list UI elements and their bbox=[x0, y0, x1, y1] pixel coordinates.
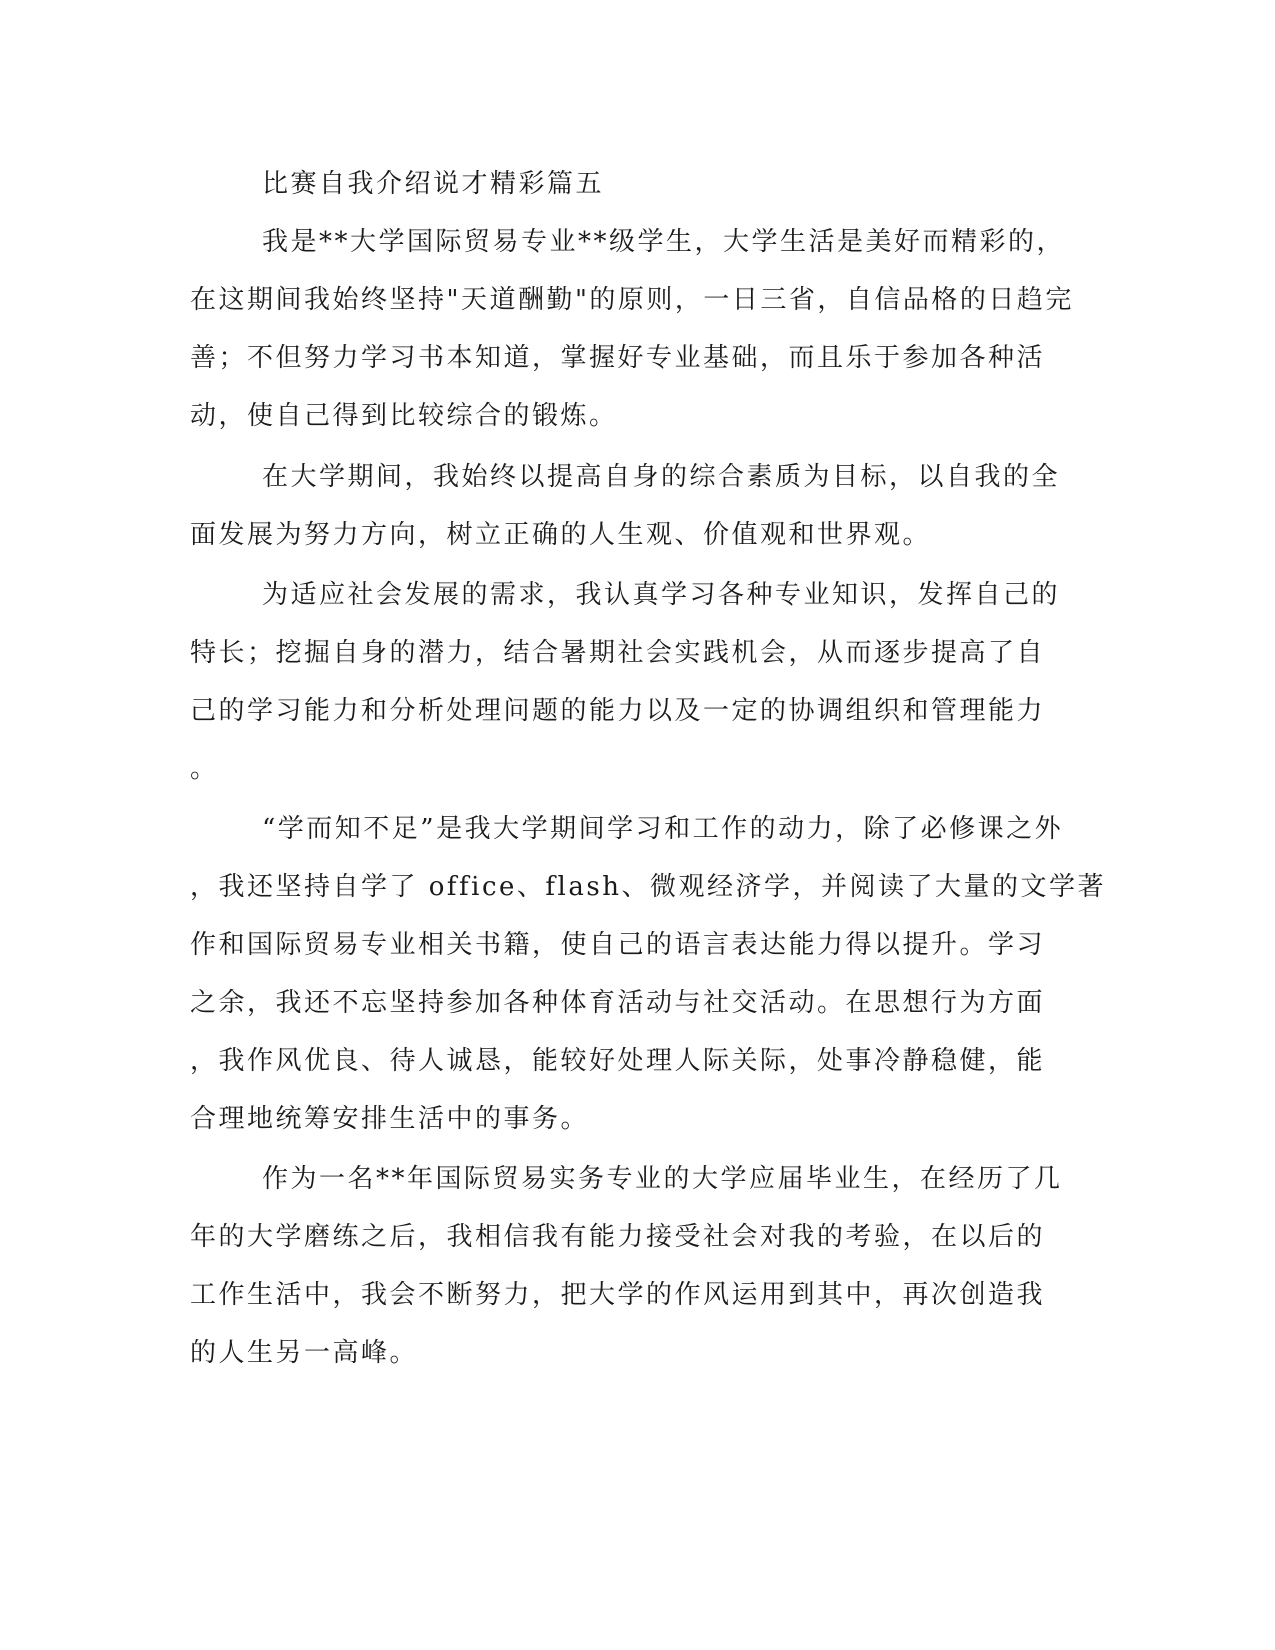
paragraph-line: 面发展为努力方向，树立正确的人生观、价值观和世界观。 bbox=[190, 520, 932, 550]
paragraph-line: 在大学期间，我始终以提高自身的综合素质为目标，以自我的全 bbox=[262, 462, 1061, 492]
paragraph-line: 年的大学磨练之后，我相信我有能力接受社会对我的考验，在以后的 bbox=[190, 1222, 1046, 1252]
paragraph-line: 合理地统筹安排生活中的事务。 bbox=[190, 1104, 590, 1134]
paragraph-line: 。 bbox=[190, 754, 219, 784]
paragraph-line: “学而知不足”是我大学期间学习和工作的动力，除了必修课之外 bbox=[262, 814, 1064, 844]
paragraph-line: 之余，我还不忘坚持参加各种体育活动与社交活动。在思想行为方面 bbox=[190, 988, 1046, 1018]
paragraph-line: 为适应社会发展的需求，我认真学习各种专业知识，发挥自己的 bbox=[262, 580, 1061, 610]
paragraph-line: 善；不但努力学习书本知道，掌握好专业基础，而且乐于参加各种活 bbox=[190, 343, 1046, 373]
paragraph-line: 作为一名**年国际贸易实务专业的大学应届毕业生，在经历了几 bbox=[262, 1164, 1063, 1194]
paragraph-line: ，我还坚持自学了 office、flash、微观经济学，并阅读了大量的文学著 bbox=[190, 872, 1106, 902]
paragraph-line: 作和国际贸易专业相关书籍，使自己的语言表达能力得以提升。学习 bbox=[190, 930, 1046, 960]
paragraph-line: 的人生另一高峰。 bbox=[190, 1338, 419, 1368]
paragraph-line: 工作生活中，我会不断努力，把大学的作风运用到其中，再次创造我 bbox=[190, 1280, 1046, 1310]
document-title: 比赛自我介绍说才精彩篇五 bbox=[262, 169, 605, 199]
paragraph-line: ，我作风优良、待人诚恳，能较好处理人际关际，处事冷静稳健，能 bbox=[190, 1046, 1046, 1076]
paragraph-line: 特长；挖掘自身的潜力，结合暑期社会实践机会，从而逐步提高了自 bbox=[190, 638, 1046, 668]
paragraph-line: 己的学习能力和分析处理问题的能力以及一定的协调组织和管理能力 bbox=[190, 696, 1046, 726]
paragraph-line: 在这期间我始终坚持"天道酬勤"的原则，一日三省，自信品格的日趋完 bbox=[190, 285, 1074, 315]
paragraph-line: 我是**大学国际贸易专业**级学生，大学生活是美好而精彩的， bbox=[262, 227, 1066, 257]
paragraph-line: 动，使自己得到比较综合的锻炼。 bbox=[190, 401, 618, 431]
